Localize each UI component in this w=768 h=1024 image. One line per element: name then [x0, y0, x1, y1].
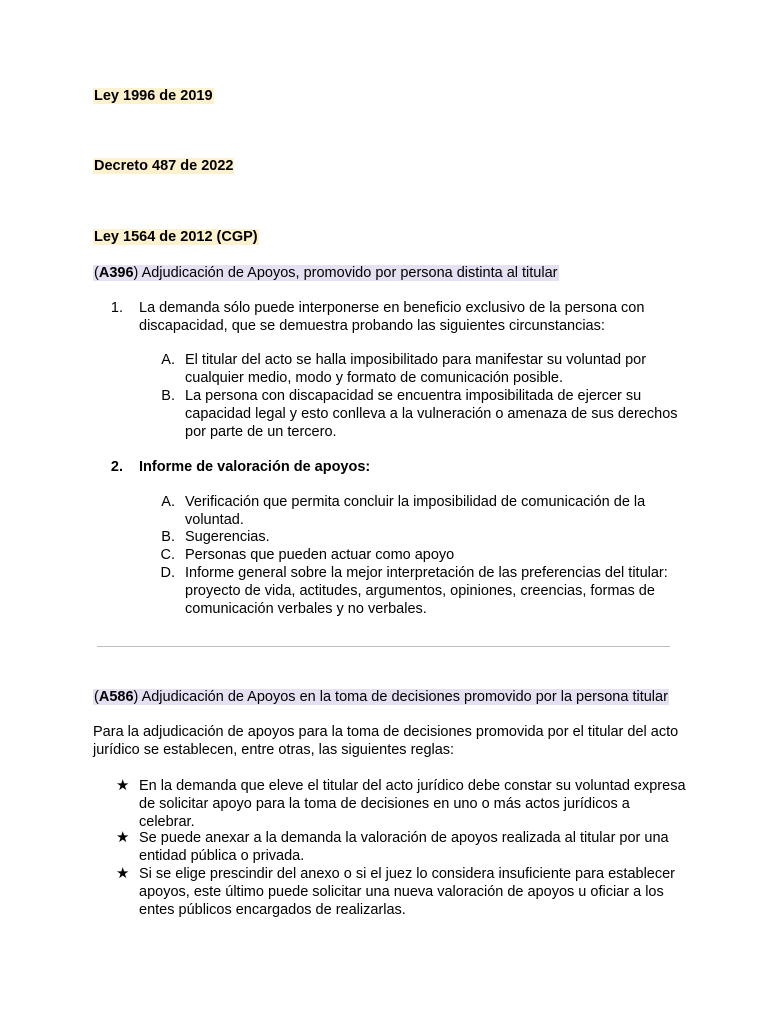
star-bullet-icon: ★ — [116, 777, 130, 794]
star-bullet-icon: ★ — [116, 829, 130, 846]
section-a586-title: (A586) Adjudicación de Apoyos en la toma de decisiones promovido por la persona titular — [94, 689, 668, 705]
section-a396-title: (A396) Adjudicación de Apoyos, promovido por persona distinta al titular — [94, 265, 558, 281]
heading-decreto-487: Decreto 487 de 2022 — [94, 158, 234, 174]
heading-ley-1564: Ley 1564 de 2012 (CGP) — [94, 229, 258, 245]
section-code: A586 — [98, 689, 134, 705]
star-bullet-icon: ★ — [116, 865, 130, 882]
intro-line-1: Para la adjudicación de apoyos para la toma de decisiones promovida por el titular del acto — [93, 724, 679, 740]
intro-line-2: jurídico se establecen, entre otras, las siguientes reglas: — [93, 742, 455, 758]
section-code: A396 — [98, 265, 134, 281]
heading-ley-1996: Ley 1996 de 2019 — [94, 88, 213, 104]
horizontal-rule — [97, 646, 670, 647]
